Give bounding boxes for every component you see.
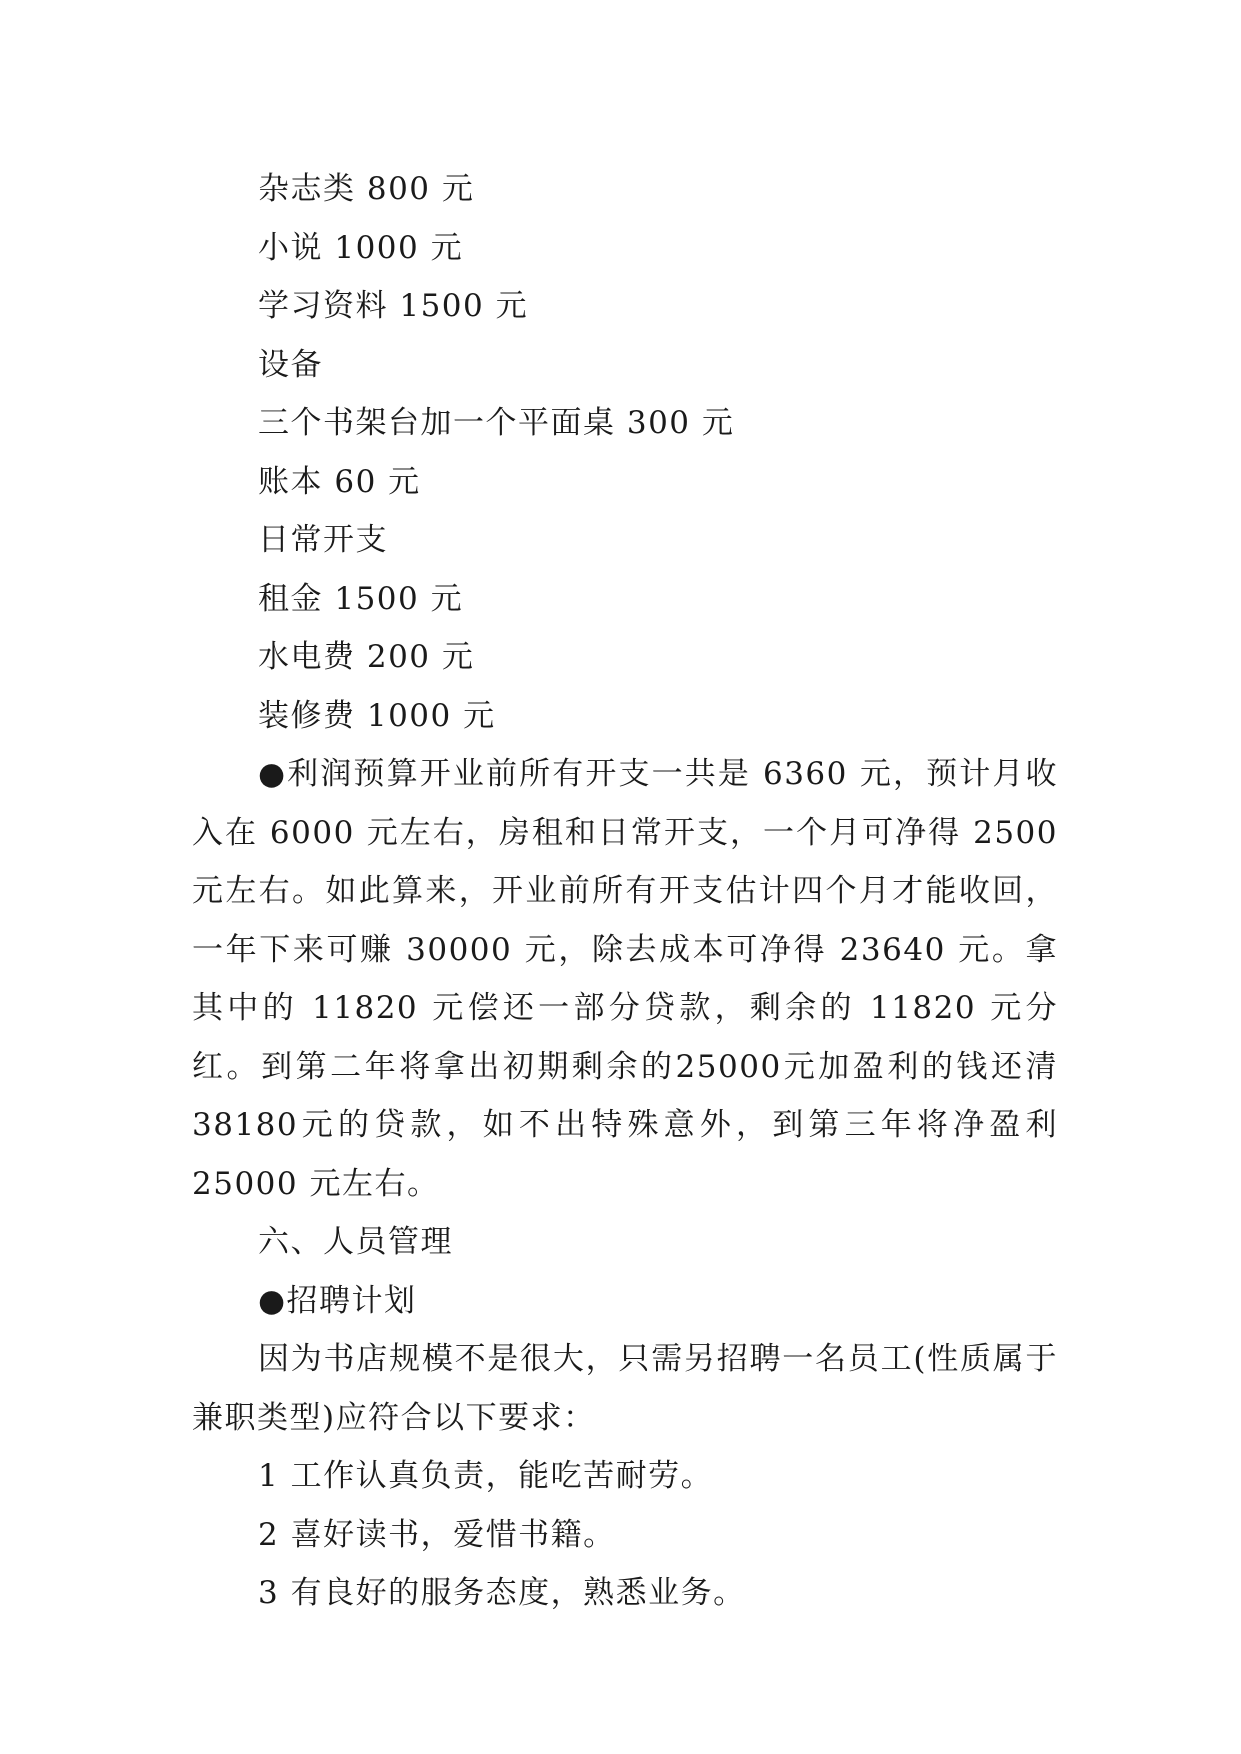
section-heading: 六、人员管理 <box>258 1224 453 1260</box>
budget-item-ledger: 账本 60 元 <box>258 463 421 500</box>
recruit-heading: ●招聘计划 <box>258 1282 417 1319</box>
budget-item-rent: 租金 1500 元 <box>258 580 464 617</box>
budget-category-daily-expenses: 日常开支 <box>258 522 388 558</box>
document-body <box>192 160 1058 1623</box>
requirement-item: 1 工作认真负责，能吃苦耐劳。 <box>258 1458 714 1494</box>
budget-category-equipment: 设备 <box>258 346 323 383</box>
requirement-item: 2 喜好读书，爱惜书籍。 <box>258 1516 616 1553</box>
budget-item-utilities: 水电费 200 元 <box>258 639 475 675</box>
budget-item-novels: 小说 1000 元 <box>258 229 464 266</box>
budget-item-magazines: 杂志类 800 元 <box>258 171 475 207</box>
profit-budget-paragraph: ●利润预算开业前所有开支一共是 6360 元，预计月收入在 6000 元左右，房租和日常开支，一个月可净得 2500 元左右。如此算来，开业前所有开支估计四个月才能收回，一年下来可赚 30000 元，除去成本可净得 23640 元。拿其中的 11820 元偿还一部分贷款，剩余的 11820 元分红。到第二年将拿出初期剩余的25000元加盈利的钱还清38180元的贷款，如不出特殊意外，到第三年将净盈利 25000 元左右。 <box>192 756 1058 1202</box>
requirement-item: 3 有良好的服务态度，熟悉业务。 <box>258 1575 746 1611</box>
budget-item-study-materials: 学习资料 1500 元 <box>258 288 529 324</box>
recruit-paragraph: 因为书店规模不是很大，只需另招聘一名员工(性质属于兼职类型)应符合以下要求： <box>192 1341 1058 1436</box>
budget-item-shelves: 三个书架台加一个平面桌 300 元 <box>258 405 735 441</box>
budget-item-renovation: 装修费 1000 元 <box>258 697 496 734</box>
